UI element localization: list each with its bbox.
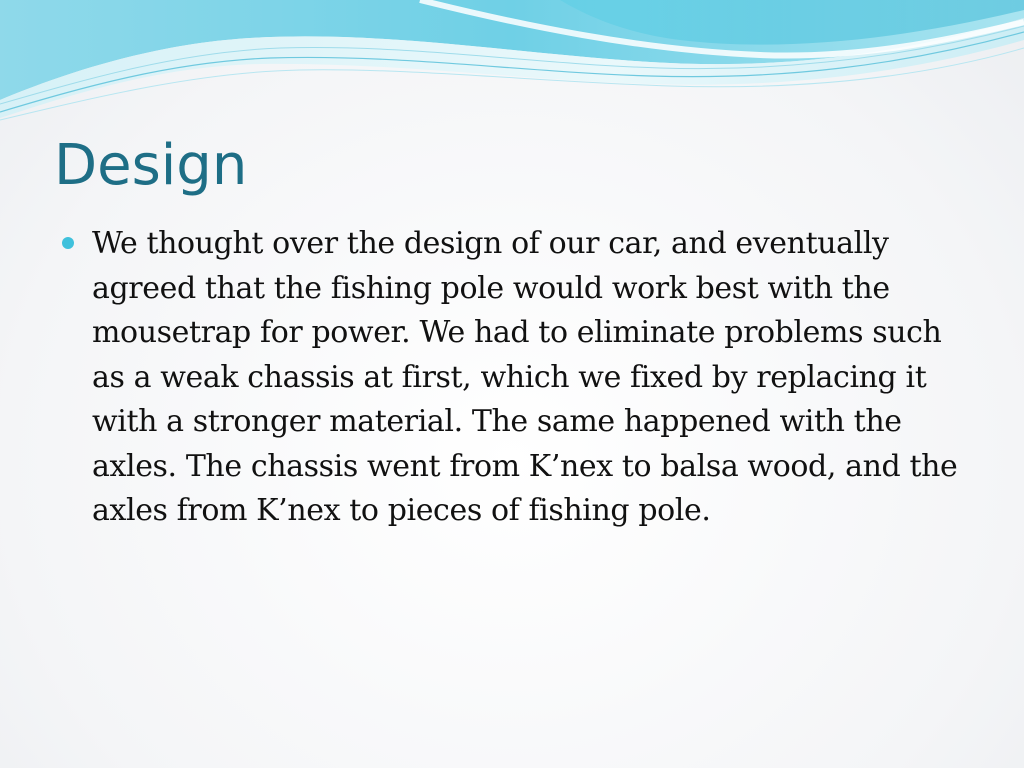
wave-decoration [0,0,1024,130]
slide-content [62,222,962,534]
bullet-dot-icon [62,237,74,249]
bullet-text: We thought over the design of our car, and eventually agreed that the fishing pole would work best with the mousetrap for power. We had to eliminate problems such as a weak chassis at first, which we fixed by replacing it with a stronger material. The same happened with the axles. The chassis went from K’nex to balsa wood, and the axles from K’nex to pieces of fishing pole. [92,226,958,528]
bullet-item [62,222,962,534]
slide-title: Design [54,133,248,198]
